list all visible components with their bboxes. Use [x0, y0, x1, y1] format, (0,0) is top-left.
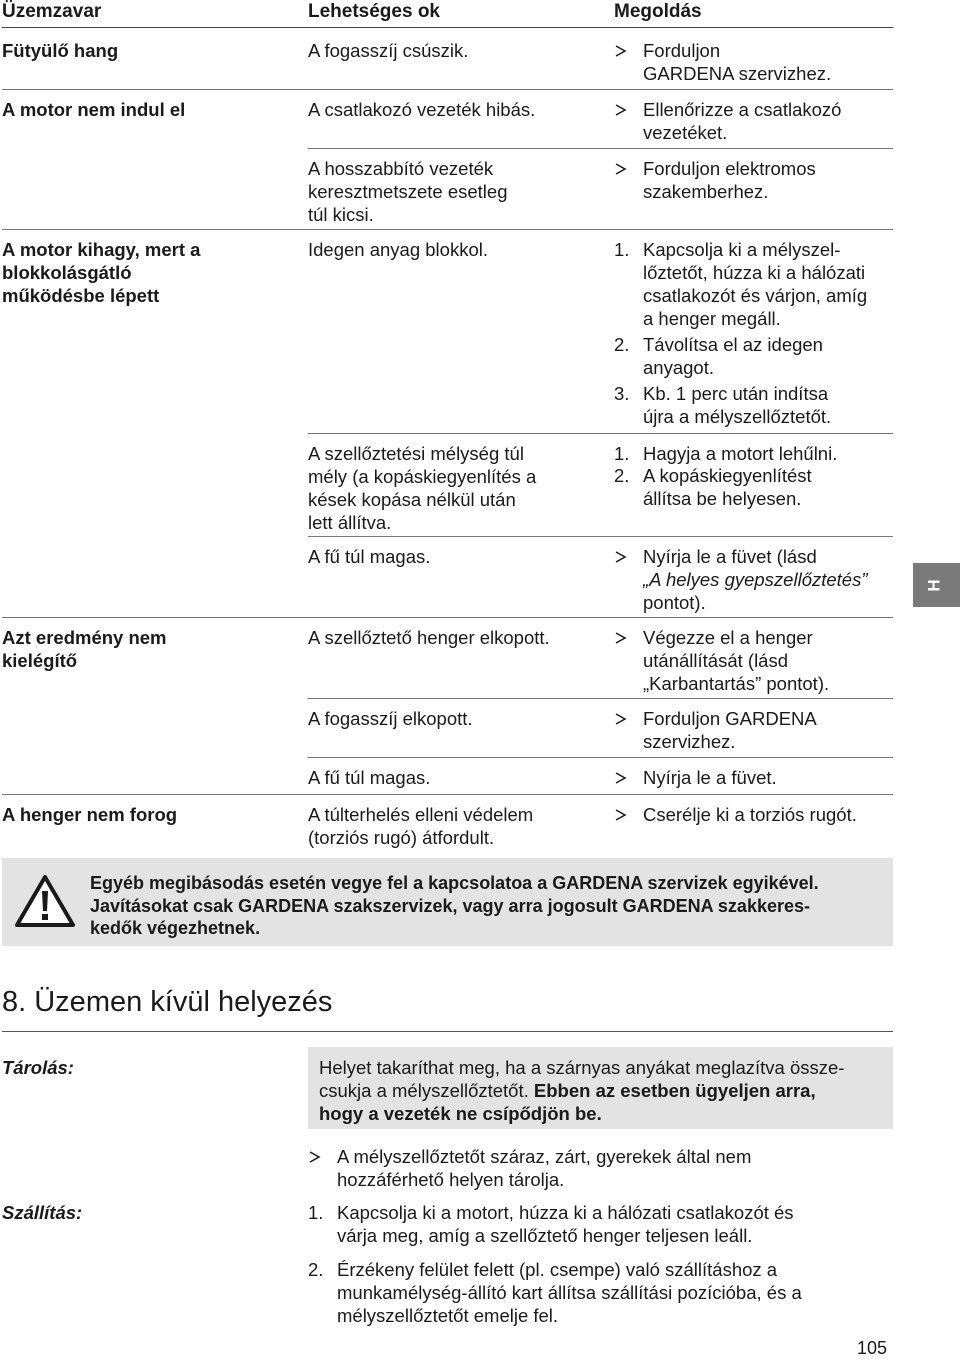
solution-step: 3. Kb. 1 perc után indítsa újra a mélyszellőztetőt.: [614, 383, 832, 427]
cause-cell: A szellőztető henger elkopott.: [308, 627, 550, 648]
solution-cell: Ellenőrizze a csatlakozó vezetéket.: [614, 98, 841, 144]
row-divider: [308, 757, 893, 758]
solution-cell: Nyírja le a füvet (lásd „A helyes gyepszellőztetés” pontot).: [614, 545, 868, 614]
solution-cell: Végezze el a henger utánállítását (lásd „Karbantartás” pontot).: [614, 626, 829, 695]
solution-step: 1. Hagyja a motort lehűlni.: [614, 443, 838, 464]
warning-triangle-icon: [14, 874, 76, 933]
cause-cell: A fű túl magas.: [308, 546, 431, 567]
transport-step: 2. Érzékeny felület felett (pl. csempe) való szállításhoz a munkamélység-állító kart állítsa szállítási pozícióba, és a mélyszellőztetőt emelje fel.: [308, 1259, 802, 1326]
row-divider: [2, 89, 893, 90]
row-divider: [2, 229, 893, 230]
cause-cell: A túlterhelés elleni védelem (torziós rugó) átfordult.: [308, 804, 534, 848]
fault-cell: A motor kihagy, mert a blokkolásgátló működésbe lépett: [2, 239, 201, 306]
col-header-cause: Lehetséges ok: [308, 1, 440, 22]
fault-cell: Azt eredmény nem kielégítő: [2, 627, 167, 671]
fault-cell: A motor nem indul el: [2, 99, 186, 120]
solution-cell: Forduljon GARDENA szervizhez.: [614, 707, 817, 753]
fault-cell: A henger nem forog: [2, 804, 178, 825]
cause-cell: A csatlakozó vezeték hibás.: [308, 99, 536, 120]
solution-cell: Nyírja le a füvet.: [614, 766, 777, 789]
solution-step: 1. Kapcsolja ki a mélyszel- lőztetőt, húzza ki a hálózati csatlakozót és várjon, amíg a henger megáll.: [614, 239, 868, 329]
cause-cell: Idegen anyag blokkol.: [308, 239, 488, 260]
solution-cell: Forduljon elektromos szakemberhez.: [614, 157, 816, 203]
row-divider: [308, 148, 893, 149]
transport-label: Szállítás:: [2, 1202, 83, 1223]
storage-tip: A mélyszellőztetőt száraz, zárt, gyerekek által nem hozzáférhető helyen tárolja.: [308, 1145, 751, 1191]
storage-label: Tárolás:: [2, 1057, 74, 1078]
cause-cell: A fű túl magas.: [308, 767, 431, 788]
solution-cell: Cserélje ki a torziós rugót.: [614, 803, 857, 826]
page-number: 105: [857, 1338, 888, 1358]
row-divider: [308, 433, 893, 434]
header-divider: [2, 27, 893, 28]
solution-cell: Forduljon GARDENA szervizhez.: [614, 39, 831, 85]
row-divider: [308, 536, 893, 537]
solution-step: 2. A kopáskiegyenlítést állítsa be helyesen.: [614, 465, 812, 509]
row-divider: [2, 794, 893, 795]
cause-cell: A fogasszíj csúszik.: [308, 40, 469, 61]
storage-note: Helyet takaríthat meg, ha a szárnyas anyákat meglazítva össze- csukja a mélyszellőztetőt. Ebben az esetben ügyeljen arra, hogy a vezeték ne csípődjön be.: [319, 1057, 845, 1124]
section-title: 8. Üzemen kívül helyezés: [2, 986, 333, 1018]
language-tab: H: [913, 563, 960, 607]
cause-cell: A hosszabbító vezeték keresztmetszete esetleg túl kicsi.: [308, 158, 508, 225]
transport-step: 1. Kapcsolja ki a motort, húzza ki a hálózati csatlakozót és várja meg, amíg a szellőztető henger teljesen leáll.: [308, 1202, 794, 1246]
fault-cell: Fütyülő hang: [2, 40, 119, 61]
section-divider: [2, 1031, 893, 1032]
solution-step: 2. Távolítsa el az idegen anyagot.: [614, 334, 823, 378]
col-header-solution: Megoldás: [614, 1, 702, 22]
row-divider: [308, 698, 893, 699]
row-divider: [2, 617, 893, 618]
col-header-fault: Üzemzavar: [2, 1, 102, 22]
cause-cell: A szellőztetési mélység túl mély (a kopáskiegyenlítés a kések kopása nélkül után lett állítva.: [308, 443, 537, 533]
cause-cell: A fogasszíj elkopott.: [308, 708, 473, 729]
warning-text: Egyéb megibásodás esetén vegye fel a kapcsolatoa a GARDENA szervizek egyikével. Javításokat csak GARDENA szakszervizek, vagy arra jogosult GARDENA szakkeres- kedők végezhetnek.: [90, 873, 819, 938]
